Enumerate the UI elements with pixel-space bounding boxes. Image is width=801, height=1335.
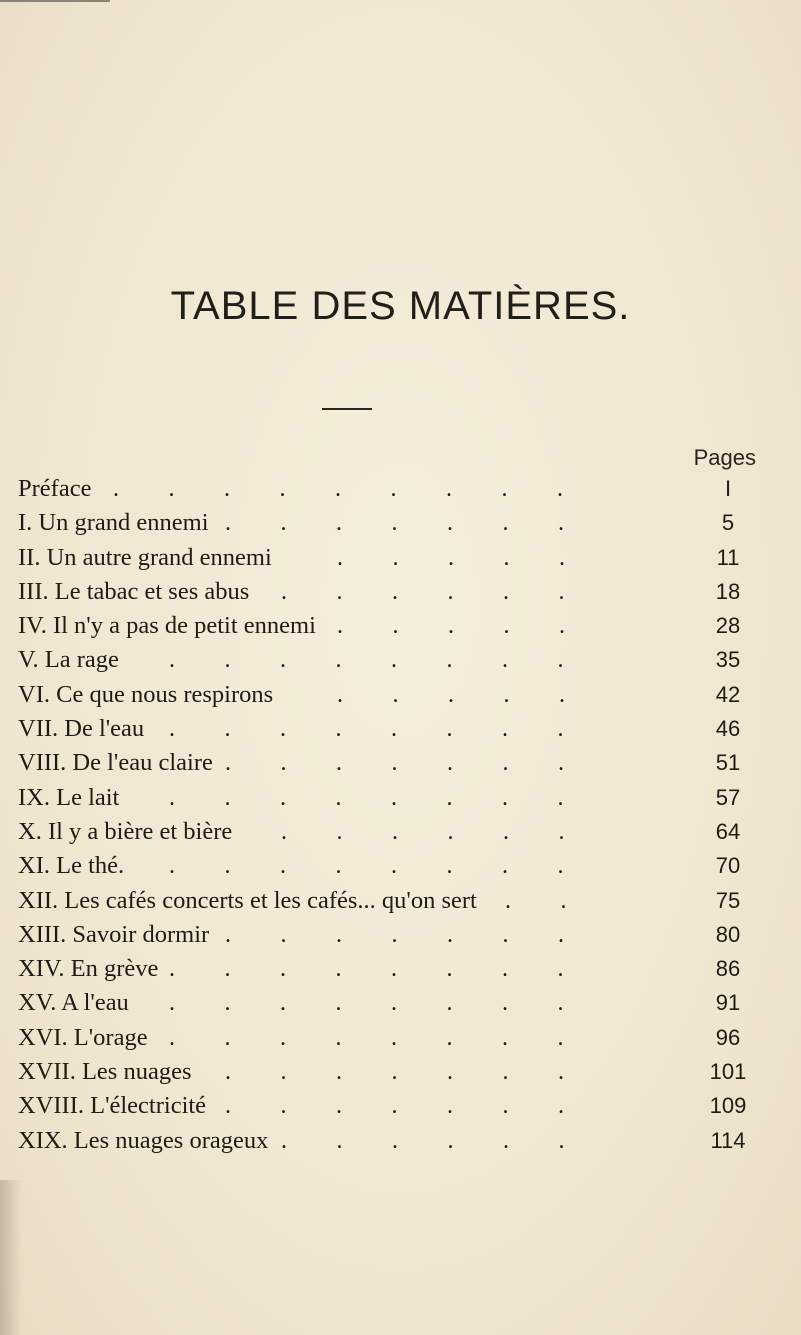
toc-entry [18,815,758,849]
dot-leader: .. [505,887,616,914]
dot-leader: ...... [281,818,614,845]
dot-leader: ....... [225,921,614,948]
toc-entry-title: XIII. Savoir dormir [18,920,210,948]
toc-entry [18,575,758,609]
toc-entry-title: XVIII. L'électricité [18,1092,207,1120]
toc-entry-page: 51 [715,750,741,776]
dot-leader: ....... [225,1059,614,1086]
toc-entry [18,643,758,677]
dot-leader: ....... [225,750,614,777]
dot-leader: ........ [169,853,613,880]
toc-entry-title: XIV. En grève [18,955,159,983]
dot-leader: ..... [337,613,615,640]
dot-leader: ........ [169,1024,613,1051]
toc-entry [18,986,758,1020]
toc-entry [18,1021,758,1055]
toc-entry-title: IV. Il n'y a pas de petit ennemi [18,612,316,640]
toc-entry-title: XVI. L'orage [18,1023,148,1051]
toc-entry-title: XIX. Les nuages orageux [18,1126,269,1154]
toc-entry-page: I [724,476,732,501]
toc-entry-title: VIII. De l'eau claire [18,749,213,777]
toc-entry-page: 5 [721,510,735,536]
toc-entry-title: XII. Les cafés concerts et les cafés... qu'on sert [18,886,477,914]
toc-entry [18,1089,758,1123]
toc-entry-page: 18 [715,578,741,604]
toc-entry-title: III. Le tabac et ses abus [18,577,250,605]
toc-entry-page: 86 [715,956,741,982]
toc-entry-page: 57 [715,784,741,810]
table-of-contents [18,472,758,1158]
toc-entry [18,849,758,883]
dot-leader: ...... [281,1127,614,1154]
toc-entry-page: 42 [715,681,741,707]
toc-entry-title: XVII. Les nuages [18,1058,192,1086]
dot-leader: ........ [169,990,613,1017]
toc-entry [18,746,758,780]
top-edge-rule [0,0,110,2]
toc-entry [18,952,758,986]
toc-entry-page: 35 [715,647,741,673]
dot-leader: ..... [337,544,615,571]
toc-entry-page: 75 [715,887,741,913]
toc-entry-page: 114 [710,1127,746,1153]
toc-entry [18,1055,758,1089]
toc-entry-page: 70 [715,853,741,879]
toc-entry [18,884,758,918]
dot-leader: ..... [337,681,615,708]
toc-entry-page: 46 [715,716,741,742]
dot-leader: ........ [169,956,613,983]
dot-leader: ........ [169,647,613,674]
toc-entry-title: XI. Le thé. [18,852,125,880]
toc-entry [18,506,758,540]
toc-entry [18,918,758,952]
toc-entry-page: 11 [716,544,740,570]
page-edge-shadow [0,1180,22,1335]
toc-entry-title: XV. A l'eau [18,989,129,1017]
toc-entry-title: X. Il y a bière et bière [18,817,233,845]
toc-entry-title: V. La rage [18,646,119,674]
toc-entry [18,781,758,815]
toc-entry-page: 91 [715,990,741,1016]
toc-entry-page: 101 [709,1059,747,1085]
toc-entry-title: Préface [18,475,92,502]
toc-entry-page: 80 [715,921,741,947]
page-title: TABLE DES MATIÈRES. [170,284,631,328]
toc-entry-page: 109 [709,1093,747,1119]
toc-entry-page: 96 [715,1024,741,1050]
toc-entry-page: 28 [715,613,741,639]
dot-leader: ........ [169,784,613,811]
title-divider [322,408,372,410]
toc-entry-title: VI. Ce que nous respirons [18,680,274,708]
toc-entry-title: I. Un grand ennemi [18,509,209,537]
dot-leader: ......... [113,476,613,502]
dot-leader: ....... [225,510,614,537]
toc-entry [18,678,758,712]
toc-entry [18,712,758,746]
toc-entry-title: II. Un autre grand ennemi [18,543,272,571]
pages-column-header: Pages [693,445,756,470]
toc-entry [18,541,758,575]
dot-leader: ....... [225,1093,614,1120]
toc-entry [18,472,758,506]
toc-entry [18,609,758,643]
toc-entry-title: VII. De l'eau [18,715,145,743]
dot-leader: ........ [169,716,613,743]
dot-leader: ...... [281,578,614,605]
toc-entry-page: 64 [715,818,741,844]
toc-entry [18,1124,758,1158]
toc-entry-title: IX. Le lait [18,783,120,811]
